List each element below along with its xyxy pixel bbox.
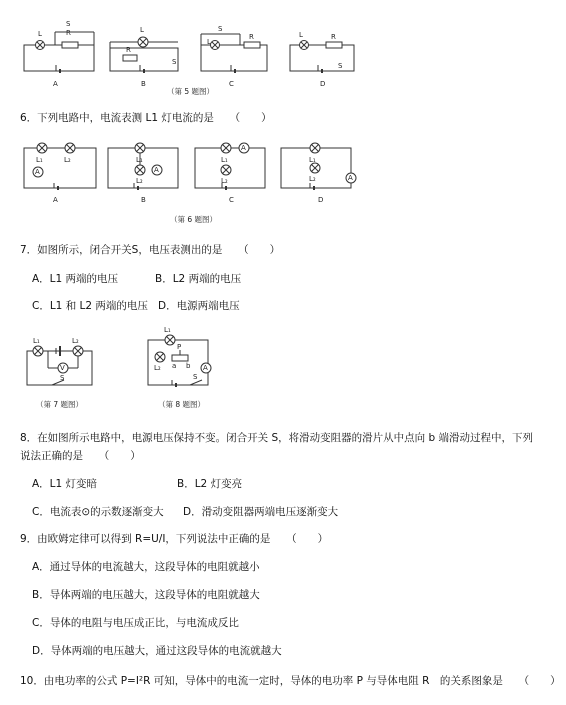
fig8-a: a [172,362,177,370]
fig6-d-l1: L₁ [309,156,316,164]
fig5-a-res-label: R [66,29,71,37]
fig5-c-sw-label: S [218,25,223,33]
fig5-b-sw-label: S [172,58,177,66]
q9-text: 9．由欧姆定律可以得到 R=U/I，下列说法中正确的是 （ ） [20,533,329,545]
fig8-switch: S [193,373,198,381]
q7-text: 7．如图所示，闭合开关S，电压表测出的是 （ ） [20,244,281,256]
fig6-a-ammeter: A [35,168,40,176]
fig6-b-l2: L₂ [136,177,143,185]
fig7-voltmeter: V [60,364,65,372]
fig8-caption: （第 8 题图） [158,400,206,409]
fig7-caption: （第 7 题图） [36,400,84,409]
fig5-c-res-label: R [249,33,254,41]
fig6-label-d: D [318,196,324,204]
fig6-a-l1: L₁ [36,156,43,164]
fig5-b-res-label: R [126,46,131,54]
fig5-b-lamp-label: L [140,26,144,34]
fig8-l1: L₁ [164,326,171,334]
q7-option-b: B．L2 两端的电压 [155,273,242,285]
fig6-c-l1: L₁ [221,156,228,164]
fig6-b-ammeter: A [154,166,159,174]
fig8-p: P [177,343,182,351]
q7-option-a: A．L1 两端的电压 [32,273,119,285]
fig6-b-l1: L₁ [136,156,143,164]
fig8-b: b [186,362,191,370]
fig5-d-lamp-label: L [299,31,303,39]
fig6-label-b: B [141,196,146,204]
fig6-a-l2: L₂ [64,156,71,164]
q8-option-d: D．滑动变阻器两端电压逐渐变大 [183,506,339,518]
q7-option-d: D．电源两端电压 [158,300,240,312]
q9-option-a: A．通过导体的电流越大，这段导体的电阻就越小 [32,561,260,573]
fig7-l2: L₂ [72,337,79,345]
fig6-label-c: C [229,196,234,204]
q7-option-c: C．L1 和 L2 两端的电压 [32,300,148,312]
fig7-switch: S [60,374,65,382]
q6-text: 6．下列电路中，电流表测 L1 灯电流的是 （ ） [20,112,272,124]
fig6-label-a: A [53,196,58,204]
fig6-c-ammeter: A [241,144,246,152]
fig5-a-lamp-label: L [38,30,42,38]
fig5-caption: （第 5 题图） [167,87,215,96]
fig6-d-ammeter: A [348,174,353,182]
fig5-label-a: A [53,80,58,88]
fig6-c-l2: L₂ [221,177,228,185]
q9-option-b: B．导体两端的电压越大，这段导体的电阻就越大 [32,589,260,601]
q9-option-c: C．导体的电阻与电压成正比，与电流成反比 [32,617,239,629]
q8-text-line2: 说法正确的是 （ ） [20,450,141,462]
fig7-l1: L₁ [33,337,40,345]
fig5-d-sw-label: S [338,62,343,70]
q8-text-line1: 8．在如图所示电路中，电源电压保持不变。闭合开关 S，将滑动变阻器的滑片从中点向 b 端滑动过程中，下列 [20,432,534,444]
q10-text: 10．由电功率的公式 P=I²R 可知，导体中的电流一定时，导体的电功率 P 与导体电阻 R 的关系图象是 （ ） [20,675,561,687]
q8-option-b: B．L2 灯变亮 [177,478,243,490]
fig5-d-res-label: R [331,33,336,41]
fig5-label-c: C [229,80,234,88]
fig5-label-b: B [141,80,146,88]
fig8-ammeter: A [203,364,208,372]
fig8-l2: L₂ [154,364,161,372]
q8-option-c: C．电流表⊙的示数逐渐变大 [32,506,164,518]
q8-option-a: A．L1 灯变暗 [32,478,98,490]
fig6-d-l2: L₂ [309,175,316,183]
fig5-c-lamp-label: L [207,38,211,46]
fig5-a-sw-label: S [66,20,71,28]
fig6-caption: （第 6 题图） [170,215,218,224]
fig5-label-d: D [320,80,326,88]
q9-option-d: D．导体两端的电压越大，通过这段导体的电流就越大 [32,645,282,657]
